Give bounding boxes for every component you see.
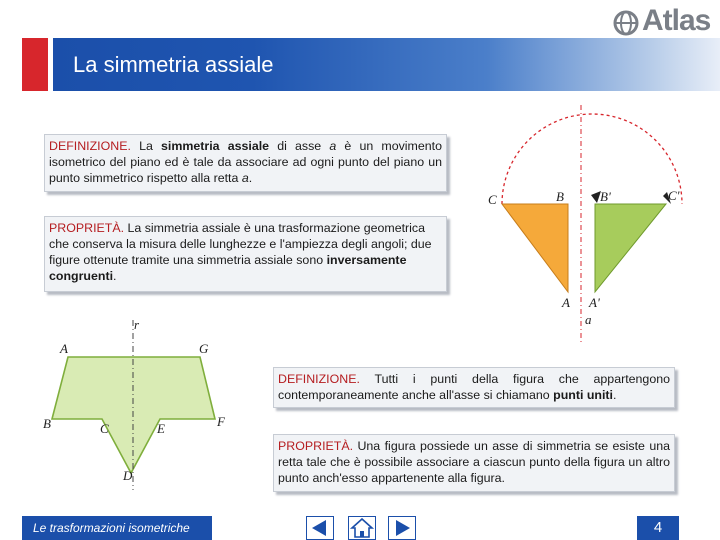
- label-A: A: [562, 295, 570, 310]
- label-B: B: [556, 189, 564, 204]
- definition-text: è un movimento isometrico del piano ed è tale da associare ad ogni punto del piano un punto simmetrico rispetto alla retta: [49, 139, 442, 185]
- label-a: a: [585, 312, 592, 327]
- label-A1: A': [589, 295, 600, 310]
- footer-chapter-label: Le trasformazioni isometriche: [22, 516, 212, 540]
- label-B: B: [43, 416, 51, 431]
- property-text: La simmetria assiale è una trasformazione geometrica che conserva la misura delle lunghezze e l'ampiezza degli angoli; due figure ottenute tramite una simmetria assiale sono: [49, 221, 432, 267]
- property-text: .: [113, 269, 117, 283]
- definition-text: Tutti i punti della figura che appartengono contemporaneamente anche all'asse si chiamano: [278, 372, 670, 402]
- definition-text: .: [248, 171, 253, 185]
- property-text: Una figura possiede un asse di simmetria se esiste una retta tale che è possibile associare a ciascun punto della figura un altro punto anch'esso appartenente alla figura.: [278, 439, 670, 485]
- home-icon[interactable]: [348, 516, 376, 540]
- rotation-arc: [502, 114, 682, 204]
- definition-text: La: [130, 139, 162, 153]
- page-title: La simmetria assiale: [73, 52, 274, 77]
- property-term: inversamente congruenti: [49, 253, 407, 283]
- label-A: A: [60, 341, 68, 356]
- definition-lead: DEFINIZIONE.: [49, 139, 131, 153]
- label-G: G: [199, 341, 209, 356]
- label-F: F: [217, 414, 225, 429]
- definition-term: simmetria assiale: [161, 139, 270, 153]
- property-lead: PROPRIETÀ.: [49, 221, 125, 235]
- globe-icon: [612, 4, 642, 38]
- symmetric-shape-figure: [40, 318, 240, 493]
- definition-box-2: [273, 367, 675, 408]
- triangle-abc: [502, 204, 568, 292]
- axis-symbol: a: [329, 139, 337, 153]
- definition-box-1: [44, 134, 447, 192]
- label-C: C: [488, 192, 497, 207]
- axis-symbol: a: [241, 171, 249, 185]
- label-B1: B': [600, 189, 611, 204]
- previous-icon[interactable]: [306, 516, 334, 540]
- triangle-a1b1c1: [595, 204, 666, 292]
- property-box-2: [273, 434, 675, 492]
- page-number: 4: [637, 516, 679, 540]
- label-r: r: [134, 317, 140, 332]
- definition-term: punti uniti: [553, 388, 613, 402]
- logo-text: Atlas: [642, 4, 711, 37]
- title-bar: [53, 38, 720, 91]
- atlas-logo: [612, 4, 711, 38]
- definition-lead: DEFINIZIONE.: [278, 372, 360, 386]
- property-box-1: [44, 216, 447, 292]
- property-lead: PROPRIETÀ.: [278, 439, 354, 453]
- label-C: C: [100, 421, 109, 436]
- label-E: E: [157, 421, 165, 436]
- symmetry-triangles-figure: [470, 100, 700, 345]
- label-C1: C': [668, 188, 680, 203]
- accent-bar: [22, 38, 48, 91]
- definition-text: .: [613, 388, 617, 402]
- label-D: D: [123, 468, 133, 483]
- definition-text: di asse: [269, 139, 330, 153]
- next-icon[interactable]: [388, 516, 416, 540]
